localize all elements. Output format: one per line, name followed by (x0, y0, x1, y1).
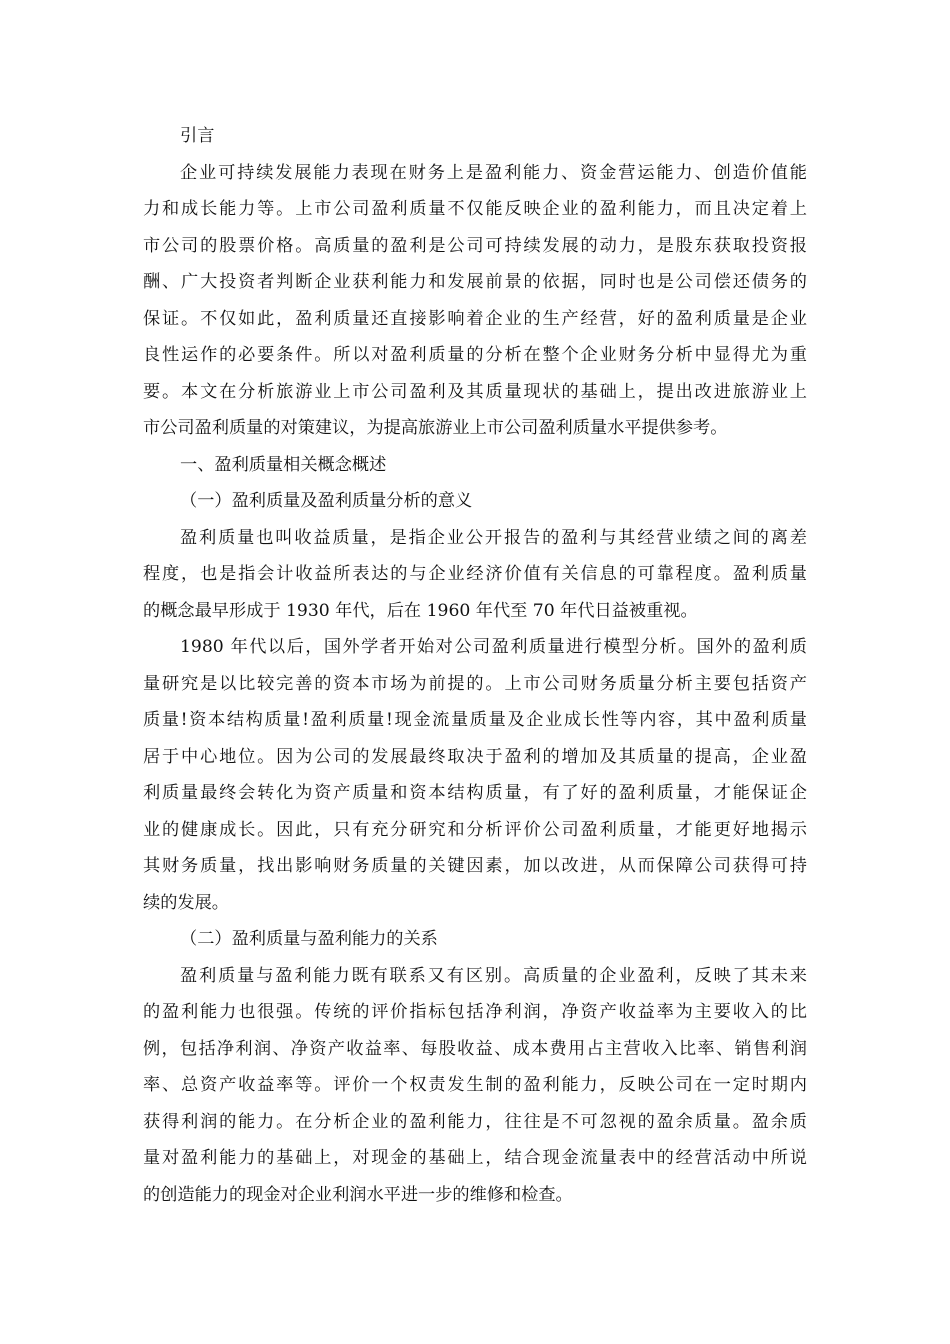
paragraph-line: 例，包括净利润、净资产收益率、每股收益、成本费用占主营收入比率、销售利润 (143, 1038, 807, 1059)
paragraph-line: 盈利质量与盈利能力既有联系又有区别。高质量的企业盈利，反映了其未来 (180, 965, 807, 986)
paragraph-line: 保证。不仅如此，盈利质量还直接影响着企业的生产经营，好的盈利质量是企业 (143, 308, 807, 329)
paragraph-line: 居于中心地位。因为公司的发展最终取决于盈利的增加及其质量的提高，企业盈 (143, 746, 807, 767)
paragraph-line: 力和成长能力等。上市公司盈利质量不仅能反映企业的盈利能力，而且决定着上 (143, 199, 807, 219)
paragraph-line: 1980 年代以后，国外学者开始对公司盈利质量进行模型分析。国外的盈利质 (180, 637, 807, 657)
paragraph-line: 要。本文在分析旅游业上市公司盈利及其质量现状的基础上，提出改进旅游业上 (143, 381, 807, 402)
heading-introduction: 引言 (180, 126, 215, 146)
subsection-heading-1: （一）盈利质量及盈利质量分析的意义 (180, 491, 473, 511)
paragraph-line: 获得利润的能力。在分析企业的盈利能力，往往是不可忽视的盈余质量。盈余质 (143, 1111, 807, 1132)
paragraph-line: 良性运作的必要条件。所以对盈利质量的分析在整个企业财务分析中显得尤为重 (143, 345, 807, 365)
document-body (143, 118, 807, 1213)
paragraph-line: 利质量最终会转化为资产质量和资本结构质量，有了好的盈利质量，才能保证企 (143, 783, 807, 803)
paragraph-line: 量对盈利能力的基础上，对现金的基础上，结合现金流量表中的经营活动中所说 (143, 1148, 807, 1168)
paragraph-line: 业的健康成长。因此，只有充分研究和分析评价公司盈利质量，才能更好地揭示 (143, 819, 807, 840)
paragraph-line: 市公司的股票价格。高质量的盈利是公司可持续发展的动力，是股东获取投资报 (143, 235, 807, 256)
section-heading-1: 一、盈利质量相关概念概述 (180, 454, 387, 475)
paragraph-line: 率、总资产收益率等。评价一个权责发生制的盈利能力，反映公司在一定时期内 (143, 1075, 807, 1095)
paragraph-line: 程度，也是指会计收益所表达的与企业经济价值有关信息的可靠程度。盈利质量 (143, 564, 807, 584)
subsection-heading-2: （二）盈利质量与盈利能力的关系 (180, 929, 438, 949)
paragraph-line: 的盈利能力也很强。传统的评价指标包括净利润，净资产收益率为主要收入的比 (143, 1002, 807, 1022)
paragraph-line: 的概念最早形成于 1930 年代，后在 1960 年代至 70 年代日益被重视。 (143, 600, 698, 621)
paragraph-line: 市公司盈利质量的对策建议，为提高旅游业上市公司盈利质量水平提供参考。 (143, 418, 728, 438)
paragraph-line: 的创造能力的现金对企业利润水平进一步的维修和检查。 (143, 1184, 573, 1205)
paragraph-line: 质量!资本结构质量!盈利质量!现金流量质量及企业成长性等内容，其中盈利质量 (143, 710, 807, 730)
paragraph-line: 酬、广大投资者判断企业获利能力和发展前景的依据，同时也是公司偿还债务的 (143, 272, 807, 292)
paragraph-line: 量研究是以比较完善的资本市场为前提的。上市公司财务质量分析主要包括资产 (143, 673, 807, 694)
paragraph-line: 续的发展。 (143, 892, 229, 913)
paragraph-line: 盈利质量也叫收益质量，是指企业公开报告的盈利与其经营业绩之间的离差 (180, 527, 807, 548)
paragraph-line: 其财务质量，找出影响财务质量的关键因素，加以改进，从而保障公司获得可持 (143, 856, 807, 876)
paragraph-line: 企业可持续发展能力表现在财务上是盈利能力、资金营运能力、创造价值能 (180, 162, 807, 183)
